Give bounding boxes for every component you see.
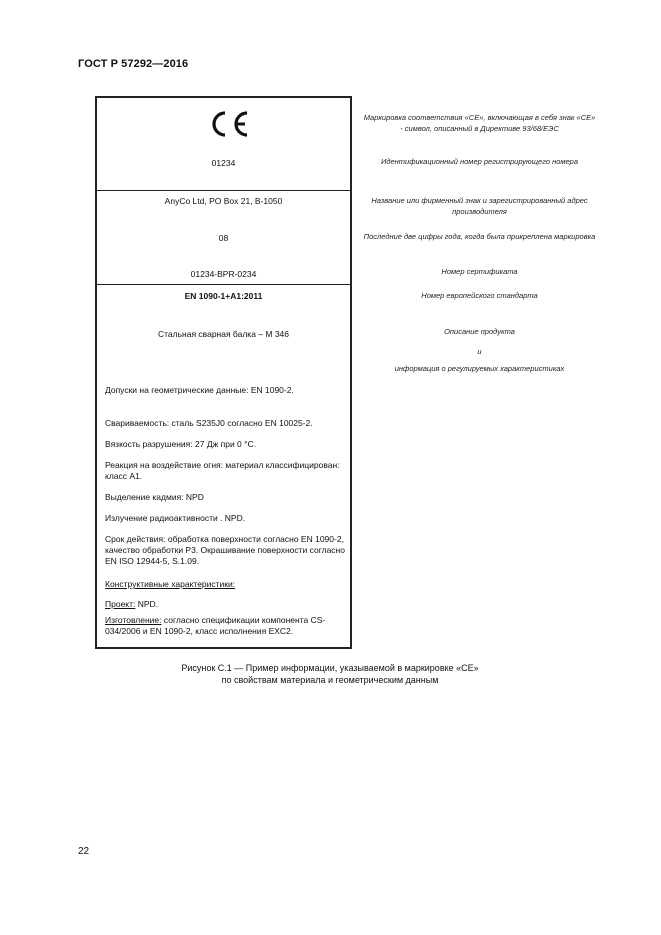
annotation-standard: Номер европейского стандарта — [421, 291, 538, 300]
annotation-certificate: Номер сертификата — [441, 267, 518, 276]
annotation-and: и — [477, 347, 482, 356]
property-weldability: Свариваемость: сталь S235J0 согласно EN 10025-2. — [105, 418, 313, 428]
figure-caption — [95, 662, 565, 686]
ce-logo — [206, 110, 250, 138]
manufacturing-line — [105, 615, 345, 637]
annotation-id-number: Идентификационный номер регистрирующего номера — [380, 157, 579, 166]
european-standard: EN 1090-1+A1:2011 — [184, 291, 263, 301]
design-line — [105, 599, 345, 610]
property-tolerances: Допуски на геометрические данные: EN 1090-2. — [105, 385, 294, 395]
manufacturing-label: Изготовление: — [105, 615, 162, 625]
document-header: ГОСТ Р 57292—2016 — [78, 58, 189, 70]
structural-heading: Конструктивные характеристики: — [105, 579, 236, 589]
property-toughness: Вязкость разрушения: 27 Дж при 0 °С. — [105, 439, 257, 449]
product-description: Стальная сварная балка – М 346 — [157, 329, 289, 339]
property-cadmium: Выделение кадмия: NPD — [105, 492, 204, 502]
manufacturing-value: согласно спецификации компонента CS-034/2006 и EN 1090-2, класс исполнения EXC2. — [105, 615, 326, 636]
caption-line-1: Рисунок С.1 — Пример информации, указываемой в маркировке «СЕ» — [181, 663, 479, 673]
property-radioactivity: Излучение радиоактивности . NPD. — [105, 513, 246, 523]
page-number: 22 — [78, 846, 90, 857]
design-value: NPD. — [135, 599, 159, 609]
annotation-properties: информация о регулируемых характеристиках — [394, 364, 565, 373]
property-fire-reaction: Реакция на воздействие огня: материал классифицирован: класс А1. — [105, 460, 340, 481]
annotation-year: Последние две цифры года, когда была прикреплена маркировка — [363, 232, 596, 241]
divider — [97, 284, 350, 285]
design-label: Проект: — [105, 599, 136, 609]
annotation-product: Описание продукта — [444, 327, 515, 336]
ce-label-frame — [95, 96, 352, 649]
property-durability: Срок действия: обработка поверхности согласно EN 1090-2, качество обработки Р3. Окрашивание поверхности согласно EN ISO 12944-5, S.1.09. — [105, 534, 345, 566]
certificate-number: 01234-BPR-0234 — [190, 269, 257, 279]
year-digits: 08 — [218, 233, 229, 243]
annotation-ce-marking: Маркировка соответствия «СЕ», включающая в себя знак «СЕ» - символ, описанный в Директиве 93/68/ЕЭС — [363, 113, 596, 133]
notified-body-number: 01234 — [211, 158, 236, 168]
annotation-manufacturer: Название или фирменный знак и зарегистрированный адрес производителя — [371, 196, 588, 216]
divider — [97, 190, 350, 191]
manufacturer-address: AnyCo Ltd, PO Box 21, B-1050 — [164, 196, 283, 206]
caption-line-2: по свойствам материала и геометрическим данным — [221, 675, 439, 685]
